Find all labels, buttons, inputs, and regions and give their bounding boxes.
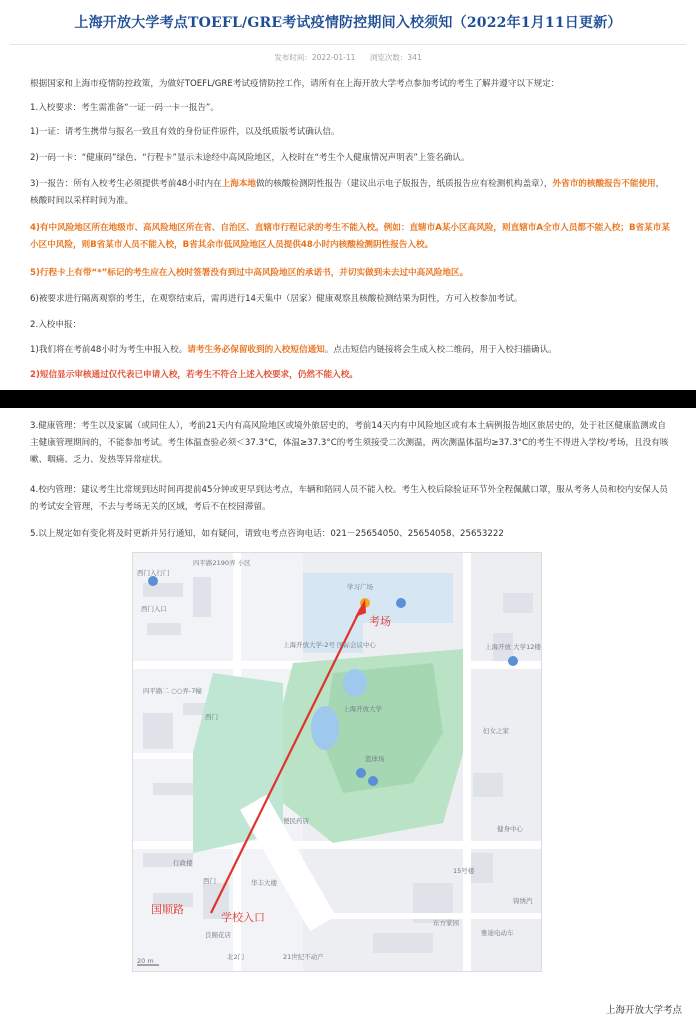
views-label: 浏览次数： [369, 53, 408, 62]
rule-report-text-c: ，核酸时间以采样时间为准。 [30, 179, 665, 206]
map-label-university: 上海开放大学 [343, 705, 382, 713]
parking-icon-5 [508, 656, 518, 666]
campus-map-graphic [133, 553, 542, 972]
views-value: 341 [407, 53, 422, 62]
rule-report-nonlocal: 外省市的核酸报告不能使用 [552, 179, 656, 189]
parking-icon-4 [368, 776, 378, 786]
map-label-west-gate-2: 西门 [203, 877, 216, 885]
rule-health-code: 2)一码一卡：“健康码”绿色、“行程卡”显示未途经中高风险地区，入校时在“考生个人健康情况声明表”上签名确认。 [30, 153, 470, 163]
rule-risk-area: 4)有中风险地区所在地级市、高风险地区所在省、自治区、直辖市行程记录的考生不能入校。例如：直辖市A某小区高风险，则直辖市A全市人员都不能入校；B省某市某小区中风险，则B省某市人员不能入校，B省其余市低风险地区人员提供48小时内核酸检测阴性报告入校。 [30, 223, 670, 250]
map-label-siping: 四平路二 ○○弄-7幢 [143, 687, 202, 695]
rule-report-text-b: 做的核酸检测阴性报告（建议出示电子版报告，纸质报告应有检测机构盖章）， [256, 179, 553, 189]
article-meta [0, 52, 696, 63]
section-1-heading: 1.入校要求：考生需准备“一证一码一卡一报告”。 [30, 103, 219, 113]
rule-sms-notice [30, 342, 670, 359]
map-label-study-plaza: 学习广场 [347, 583, 373, 591]
campus-pond-2 [311, 706, 339, 750]
map-label-building15: 15号楼 [453, 867, 475, 875]
exam-site-label: 考场 [369, 615, 391, 628]
map-label-top-left: 四平路2190弄 小区 [193, 559, 251, 567]
map-label-fitness: 健身中心 [497, 825, 523, 833]
rule-sms-text-b: 。点击短信内链接将会生成入校二维码，用于入校扫描确认。 [324, 345, 557, 355]
rule-report-text-a: 3)一报告：所有入校考生必须提供考前48小时内在 [30, 179, 222, 189]
rule-nucleic-report [30, 176, 670, 210]
parking-icon [148, 576, 158, 586]
section-5-contact: 5.以上规定如有变化将及时更新并另行通知，如有疑问，请致电考点咨询电话：021－25654050、25654058、25653222 [30, 529, 504, 539]
rule-id-card: 1)一证：请考生携带与报名一致且有效的身份证件原件，以及纸质版考试确认信。 [30, 127, 340, 137]
map-label-east: 东方家园 [433, 919, 459, 927]
page-title: 上海开放大学考点TOEFL/GRE考试疫情防控期间入校须知（2022年1月11日更新） [74, 15, 622, 31]
map-label-realty: 21世纪不动产 [283, 953, 324, 961]
road-label: 国顺路 [151, 903, 184, 916]
rule-report-local: 上海本地 [221, 179, 257, 189]
map-label-gym: 篮球场 [365, 755, 385, 763]
map-label-elec: 雅迪电动车 [481, 929, 514, 937]
map-label-mall: 锦绣汽 [513, 897, 533, 905]
rule-sms-approval: 2)短信显示审核通过仅代表已申请入校，若考生不符合上述入校要求，仍然不能入校。 [30, 370, 358, 380]
map-label-pharmacy: 便民药店 [283, 817, 309, 825]
map-label-west-gate: 西门 [205, 713, 218, 721]
map-label-intl-center: 上海开放大学-2号 国际会议中心 [283, 641, 377, 649]
black-separator-bar [0, 390, 696, 408]
footer-org: 上海开放大学考点 [605, 1005, 682, 1016]
map-label-admin: 行政楼 [173, 859, 193, 867]
parking-icon-2 [396, 598, 406, 608]
section-4-campus: 4.校内管理：建议考生比常规到达时间再提前45分钟或更早到达考点，车辆和陪同人员不能入校。考生入校后除验证环节外全程佩戴口罩，服从考务人员和校内安保人员的考试安全管理，不去与考场无关的区域，考后不在校园滞留。 [30, 485, 668, 512]
campus-map [132, 552, 542, 972]
map-label-xiguan: 西门入口 [141, 605, 167, 613]
intro-paragraph: 根据国家和上海市疫情防控政策，为做好TOEFL/GRE考试疫情防控工作，请所有在上海开放大学考点参加考试的考生了解并遵守以下规定： [30, 79, 560, 89]
school-entrance-label: 学校入口 [221, 911, 265, 924]
title-divider [10, 44, 686, 45]
rule-sms-keep: 请考生务必保留收到的入校短信通知 [187, 345, 325, 355]
rule-quarantine: 6)被要求进行隔离观察的考生，在观察结束后，需再进行14天集中（居家）健康观察且核酸检测结果为阴性，方可入校参加考试。 [30, 294, 523, 304]
map-label-flower: 良颐花店 [205, 931, 231, 939]
map-label-north-gate: 北2门 [227, 953, 245, 961]
map-label-hotel: 华丰大楼 [251, 879, 277, 887]
parking-icon-3 [356, 768, 366, 778]
campus-pond-1 [343, 669, 367, 697]
map-scale-label: 20 m [137, 957, 154, 965]
rule-travel-card: 5)行程卡上有带“*”标记的考生应在入校时签署没有到过中高风险地区的承诺书，并切实做到未去过中高风险地区。 [30, 268, 469, 278]
section-3-health: 3.健康管理：考生以及家属（或同住人），考前21天内有高风险地区或境外旅居史的，考前14天内有中风险地区或有本土病例报告地区旅居史的，处于社区健康监测或自主健康管理期间的，不能参加考试。考生体温查验必须＜37.3°C，体温≥37.3°C的考生须接受二次测温，两次测温体温均≥37.3°C的考生不得进入学校/考场，且没有咳嗽、咽痛、乏力、发热等异常症状。 [30, 421, 669, 465]
publish-date: 发布时间：2022-01-11 [274, 53, 356, 62]
rule-sms-text-a: 1)我们将在考前48小时为考生申报入校。 [30, 345, 188, 355]
map-label-women: 妇女之家 [483, 727, 509, 735]
map-label-kaida: 上海开放 大学12楼 [485, 643, 541, 651]
section-2-heading: 2.入校申报： [30, 320, 82, 330]
view-count [370, 53, 422, 62]
map-label-top-left-2: 西门入行门 [137, 569, 170, 577]
